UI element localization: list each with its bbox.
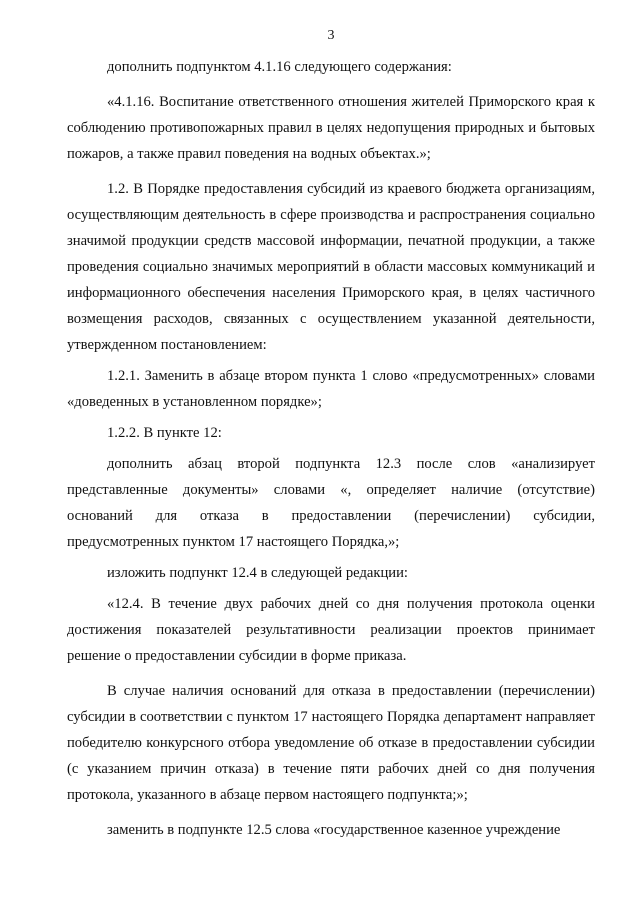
paragraph: заменить в подпункте 12.5 слова «государственное казенное учреждение (107, 822, 561, 838)
paragraph: дополнить подпунктом 4.1.16 следующего содержания: (107, 59, 452, 75)
paragraph: В случае наличия оснований для отказа в предоставлении (перечислении) субсидии в соответствии с пунктом 17 настоящего Порядка департамент направляет победителю конкурсного отбора уведомление об отказе в предоставлении субсидии (с указанием причин отказа) в течение пяти рабочих дней со дня получения протокола, указанного в абзаце первом настоящего подпункта;»; (67, 683, 595, 803)
paragraph: «12.4. В течение двух рабочих дней со дня получения протокола оценки достижения показателей результативности реализации проектов принимает решение о предоставлении субсидии в форме приказа. (67, 596, 595, 664)
paragraph: «4.1.16. Воспитание ответственного отношения жителей Приморского края к соблюдению противопожарных правил в целях недопущения природных и бытовых пожаров, а также правил поведения на водных объектах.»; (67, 94, 595, 162)
document-body (67, 54, 595, 848)
page-number: 3 (327, 28, 335, 43)
paragraph: 1.2.1. Заменить в абзаце втором пункта 1 слово «предусмотренных» словами «доведенных в установленном порядке»; (67, 368, 595, 410)
paragraph: 1.2.2. В пункте 12: (107, 425, 222, 441)
paragraph: 1.2. В Порядке предоставления субсидий из краевого бюджета организациям, осуществляющим деятельность в сфере производства и распространения социально значимой продукции средств массовой информации, печатной продукции, а также проведения социально значимых мероприятий в области массовых коммуникаций и информационного обеспечения населения Приморского края, в целях частичного возмещения расходов, связанных с осуществлением указанной деятельности, утвержденном постановлением: (67, 181, 595, 353)
paragraph: изложить подпункт 12.4 в следующей редакции: (107, 565, 408, 581)
paragraph: дополнить абзац второй подпункта 12.3 после слов «анализирует представленные документы» словами «, определяет наличие (отсутствие) оснований для отказа в предоставлении (перечислении) субсидии, предусмотренных пунктом 17 настоящего Порядка,»; (67, 456, 595, 550)
